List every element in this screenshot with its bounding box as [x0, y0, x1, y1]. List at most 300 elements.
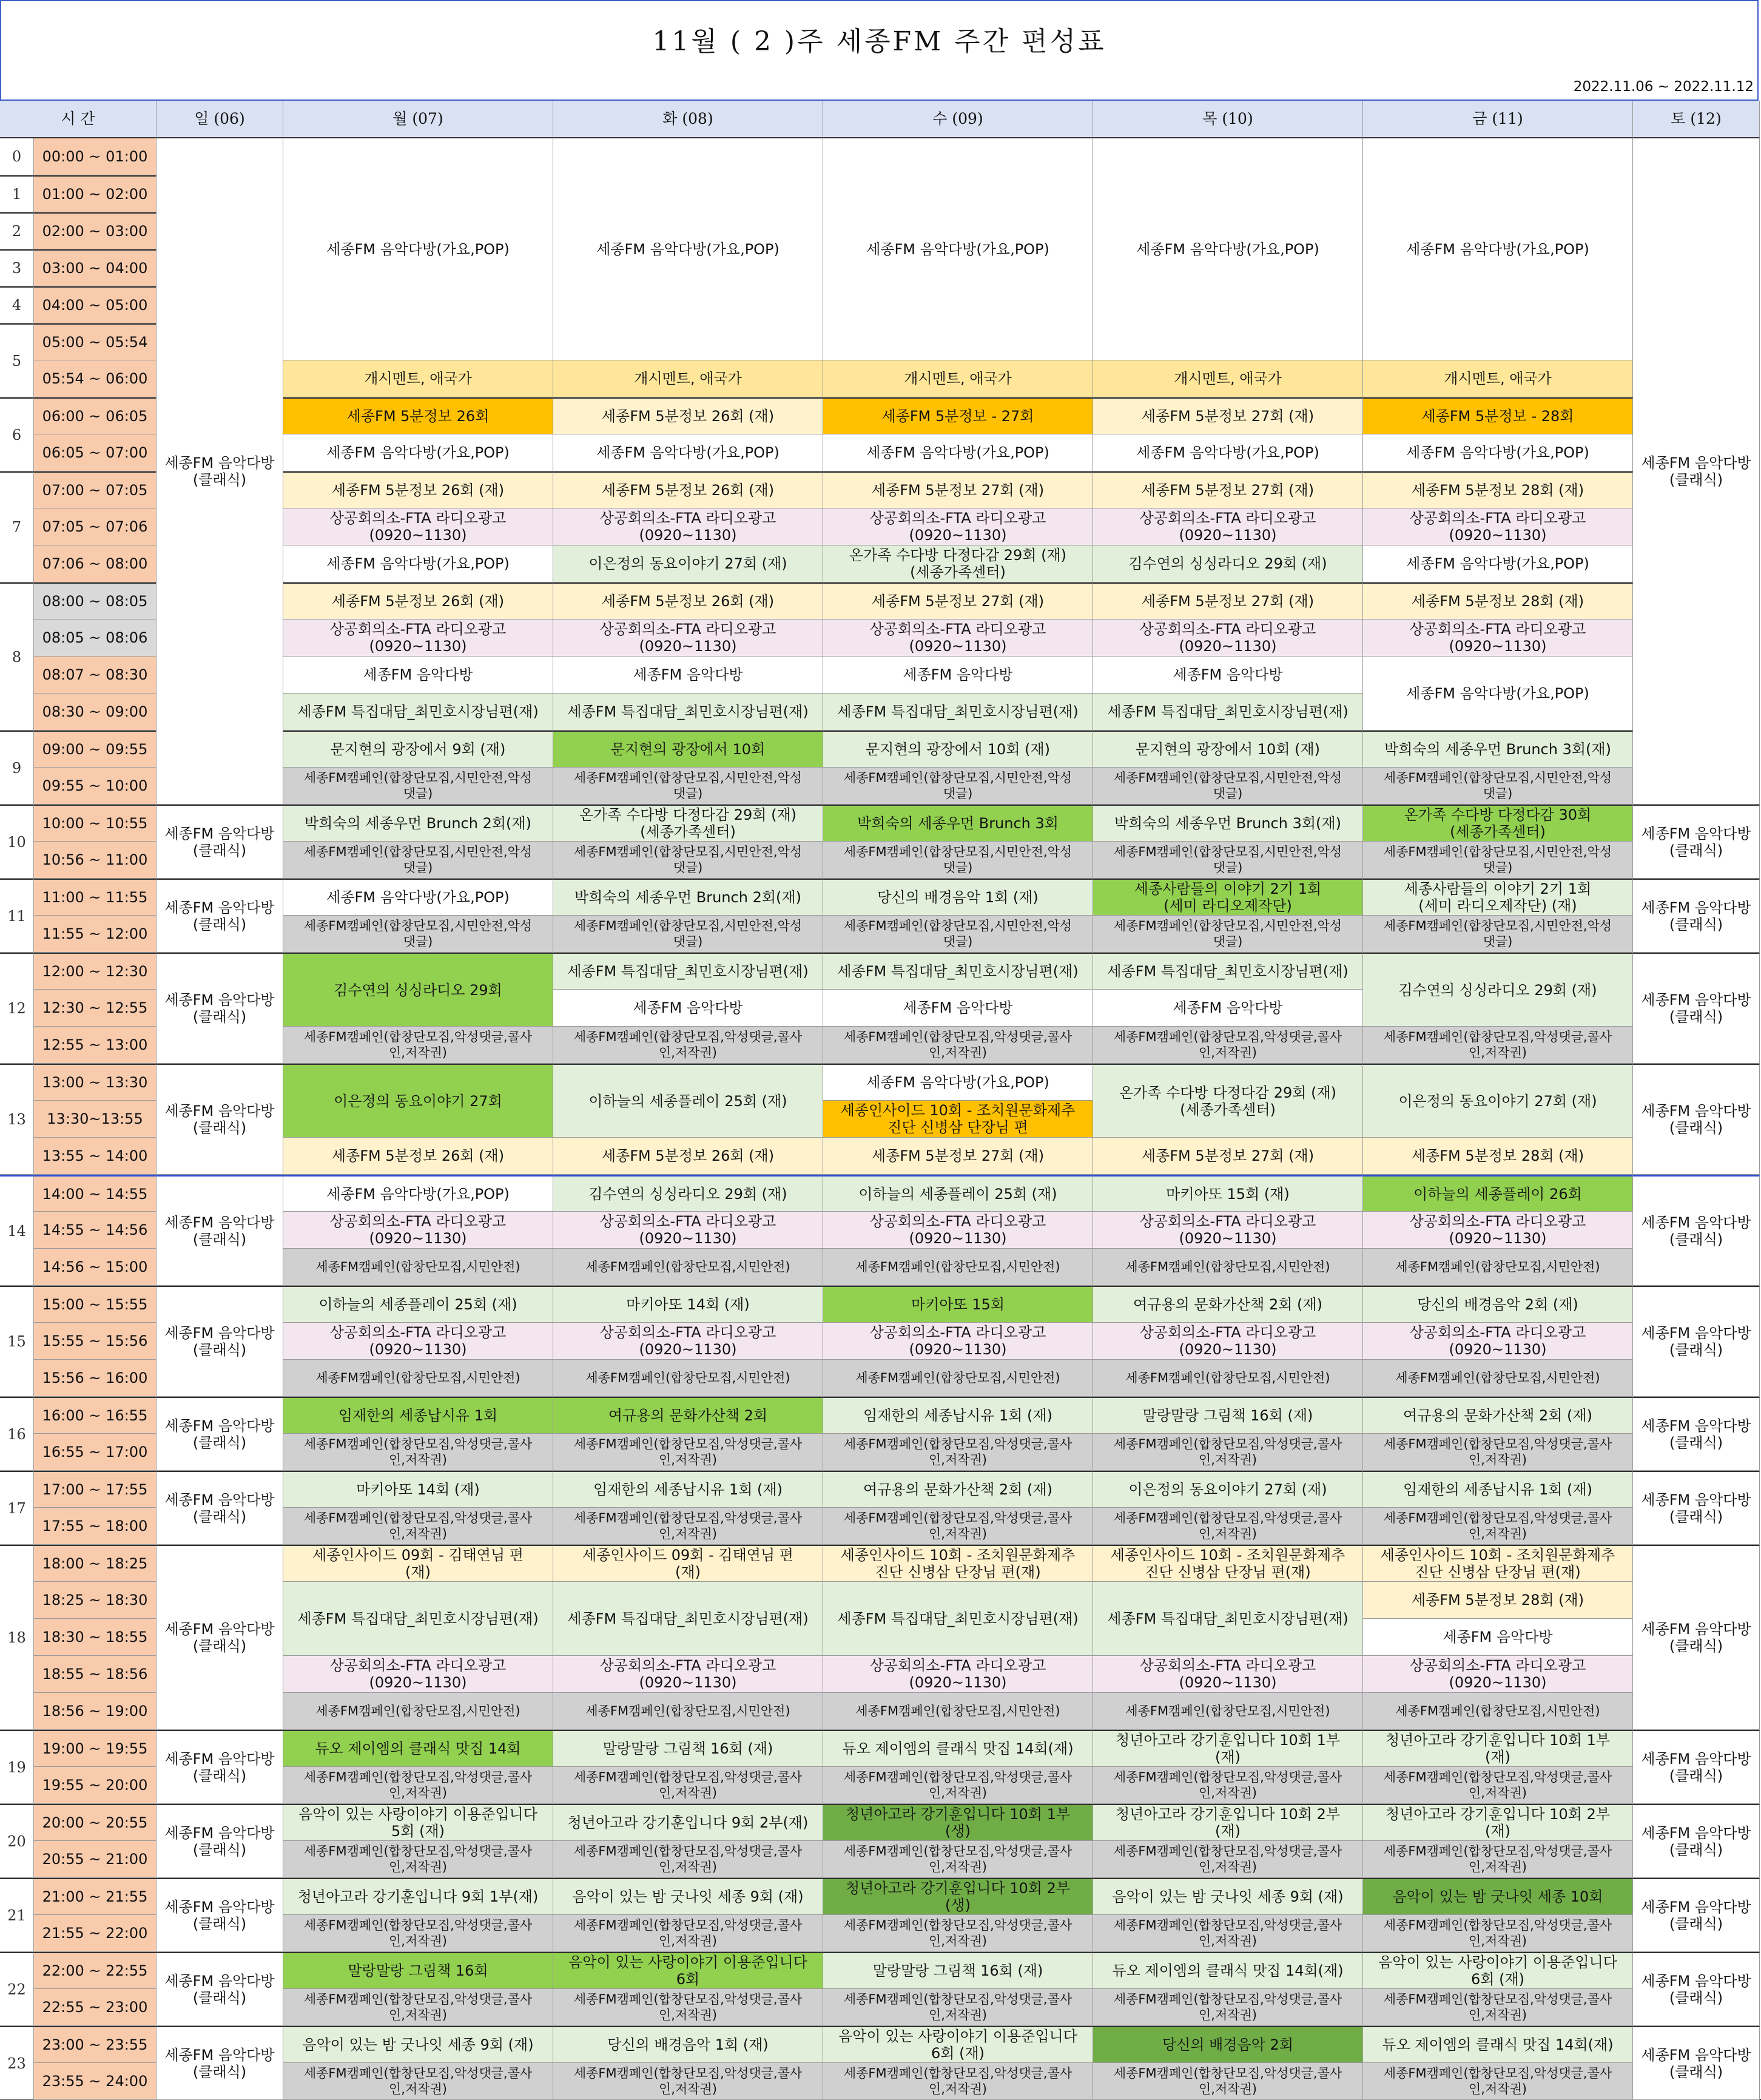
program-cell[interactable]: 세종FM캠페인(합창단모집,시민안전) [1363, 1693, 1633, 1730]
weekend-program[interactable]: 세종FM 음악다방 (클래식) [157, 953, 283, 1064]
program-cell[interactable]: 세종FM캠페인(합창단모집,시민안전) [823, 1249, 1093, 1286]
program-cell[interactable]: 세종인사이드 09회 - 김태연님 편 (재) [553, 1545, 823, 1582]
program-cell[interactable]: 세종FM 음악다방(가요,POP) [1363, 138, 1633, 360]
weekend-program[interactable]: 세종FM 음악다방 (클래식) [157, 879, 283, 953]
program-cell[interactable]: 세종FM캠페인(합창단모집,악성댓글,콜사 인,저작권) [553, 1841, 823, 1878]
program-cell[interactable]: 세종FM캠페인(합창단모집,악성댓글,콜사 인,저작권) [553, 1027, 823, 1064]
program-cell[interactable]: 상공회의소-FTA 라디오광고 (0920~1130) [553, 1323, 823, 1360]
time-slot: 13:30~13:55 [34, 1101, 157, 1138]
program-cell[interactable]: 세종FM 특집대담_최민호시장님편(재) [823, 953, 1093, 990]
program-cell[interactable]: 세종FM 음악다방 [553, 657, 823, 694]
program-cell[interactable]: 세종FM캠페인(합창단모집,시민안전) [1093, 1360, 1363, 1397]
program-cell[interactable]: 세종FM 5분정보 27회 (재) [823, 471, 1093, 508]
program-cell[interactable]: 상공회의소-FTA 라디오광고 (0920~1130) [1093, 1656, 1363, 1693]
program-cell[interactable]: 세종FM 음악다방(가요,POP) [283, 434, 553, 471]
program-cell[interactable]: 김수연의 싱싱라디오 29회 (재) [1363, 953, 1633, 1027]
program-cell[interactable]: 세종FM캠페인(합창단모집,악성댓글,콜사 인,저작권) [1363, 1508, 1633, 1545]
program-cell[interactable]: 세종인사이드 10회 - 조치원문화제추 진단 신병삼 단장님 편(재) [1363, 1545, 1633, 1582]
program-cell[interactable]: 세종FM 음악다방 [283, 657, 553, 694]
program-cell[interactable]: 이하늘의 세종플레이 25회 (재) [283, 1286, 553, 1323]
program-cell[interactable]: 세종사람들의 이야기 2기 1회 (세미 라디오제작단) (재) [1363, 879, 1633, 916]
weekend-program[interactable]: 세종FM 음악다방 (클래식) [1633, 879, 1760, 953]
program-cell[interactable]: 세종FM캠페인(합창단모집,악성댓글,콜사 인,저작권) [553, 2063, 823, 2100]
program-cell[interactable]: 상공회의소-FTA 라디오광고 (0920~1130) [1363, 1656, 1633, 1693]
program-cell[interactable]: 세종FM 음악다방(가요,POP) [283, 1175, 553, 1212]
program-cell[interactable]: 세종FM캠페인(합창단모집,악성댓글,콜사 인,저작권) [283, 1989, 553, 2026]
program-cell[interactable]: 이은정의 동요이야기 27회 (재) [553, 545, 823, 582]
program-cell[interactable]: 상공회의소-FTA 라디오광고 (0920~1130) [823, 1323, 1093, 1360]
program-cell[interactable]: 세종FM캠페인(합창단모집,시민안전,악성 댓글) [283, 768, 553, 805]
program-cell[interactable]: 상공회의소-FTA 라디오광고 (0920~1130) [1093, 620, 1363, 657]
program-cell[interactable]: 세종FM 음악다방 [1093, 657, 1363, 694]
weekend-program[interactable]: 세종FM 음악다방 (클래식) [1633, 138, 1760, 805]
program-cell[interactable]: 상공회의소-FTA 라디오광고 (0920~1130) [283, 1656, 553, 1693]
program-cell[interactable]: 청년아고라 강기훈입니다 10회 1부 (재) [1363, 1730, 1633, 1767]
program-cell[interactable]: 세종FM캠페인(합창단모집,시민안전) [283, 1693, 553, 1730]
hour-label: 16 [0, 1397, 34, 1471]
program-cell[interactable]: 세종FM캠페인(합창단모집,악성댓글,콜사 인,저작권) [553, 1434, 823, 1471]
program-cell[interactable]: 마키아또 15회 (재) [1093, 1175, 1363, 1212]
header-time: 시 간 [0, 101, 157, 138]
program-cell[interactable]: 청년아고라 강기훈입니다 9회 1부(재) [283, 1878, 553, 1915]
program-cell[interactable]: 세종FM캠페인(합창단모집,시민안전) [823, 1693, 1093, 1730]
program-cell[interactable]: 세종FM캠페인(합창단모집,시민안전,악성 댓글) [823, 768, 1093, 805]
program-cell[interactable]: 상공회의소-FTA 라디오광고 (0920~1130) [1363, 620, 1633, 657]
program-cell[interactable]: 세종FM 음악다방(가요,POP) [283, 138, 553, 360]
program-cell[interactable]: 상공회의소-FTA 라디오광고 (0920~1130) [1363, 508, 1633, 545]
program-cell[interactable]: 세종FM 5분정보 27회 (재) [1093, 397, 1363, 434]
program-cell[interactable]: 세종FM캠페인(합창단모집,악성댓글,콜사 인,저작권) [283, 2063, 553, 2100]
program-cell[interactable]: 세종FM 음악다방(가요,POP) [553, 138, 823, 360]
program-cell[interactable]: 세종FM 음악다방 [823, 657, 1093, 694]
weekend-program[interactable]: 세종FM 음악다방 (클래식) [1633, 1175, 1760, 1286]
program-cell[interactable]: 상공회의소-FTA 라디오광고 (0920~1130) [823, 1656, 1093, 1693]
program-cell[interactable]: 듀오 제이엠의 클래식 맛집 14회(재) [1363, 2026, 1633, 2063]
hour-label: 13 [0, 1064, 34, 1175]
program-cell[interactable]: 세종FM캠페인(합창단모집,악성댓글,콜사 인,저작권) [553, 1989, 823, 2026]
weekend-program[interactable]: 세종FM 음악다방 (클래식) [1633, 2026, 1760, 2100]
time-slot: 06:00 ~ 06:05 [34, 397, 157, 434]
weekend-program[interactable]: 세종FM 음악다방 (클래식) [157, 1952, 283, 2026]
weekend-program[interactable]: 세종FM 음악다방 (클래식) [157, 1397, 283, 1471]
program-cell[interactable]: 세종FM캠페인(합창단모집,시민안전,악성 댓글) [553, 768, 823, 805]
program-cell[interactable]: 말랑말랑 그림책 16회 (재) [1093, 1397, 1363, 1434]
weekend-program[interactable]: 세종FM 음악다방 (클래식) [1633, 1952, 1760, 2026]
program-cell[interactable]: 상공회의소-FTA 라디오광고 (0920~1130) [283, 1323, 553, 1360]
time-slot: 22:55 ~ 23:00 [34, 1989, 157, 2026]
program-cell[interactable]: 세종FM 5분정보 26회 (재) [283, 471, 553, 508]
program-cell[interactable]: 박희숙의 세종우먼 Brunch 2회(재) [553, 879, 823, 916]
hour-label: 4 [0, 286, 34, 323]
time-slot: 15:00 ~ 15:55 [34, 1286, 157, 1323]
program-cell[interactable]: 상공회의소-FTA 라디오광고 (0920~1130) [553, 1656, 823, 1693]
program-cell[interactable]: 세종FM 5분정보 28회 (재) [1363, 582, 1633, 620]
program-cell[interactable]: 세종FM 음악다방(가요,POP) [823, 1064, 1093, 1101]
hour-label: 15 [0, 1286, 34, 1397]
hour-label: 1 [0, 175, 34, 212]
hour-label: 18 [0, 1545, 34, 1730]
weekend-program[interactable]: 세종FM 음악다방 (클래식) [1633, 1064, 1760, 1175]
program-cell[interactable]: 청년아고라 강기훈입니다 10회 2부 (재) [1363, 1804, 1633, 1841]
program-cell[interactable]: 세종FM 특집대담_최민호시장님편(재) [283, 694, 553, 731]
program-cell[interactable]: 상공회의소-FTA 라디오광고 (0920~1130) [553, 508, 823, 545]
weekend-program[interactable]: 세종FM 음악다방 (클래식) [1633, 1730, 1760, 1804]
weekend-program[interactable]: 세종FM 음악다방 (클래식) [1633, 1397, 1760, 1471]
program-cell[interactable]: 이은정의 동요이야기 27회 (재) [1093, 1471, 1363, 1508]
program-cell[interactable]: 세종FM캠페인(합창단모집,악성댓글,콜사 인,저작권) [823, 1434, 1093, 1471]
time-slot: 11:55 ~ 12:00 [34, 916, 157, 953]
program-cell[interactable]: 세종FM캠페인(합창단모집,악성댓글,콜사 인,저작권) [823, 1027, 1093, 1064]
program-cell[interactable]: 세종FM 5분정보 27회 (재) [1093, 471, 1363, 508]
hour-label: 6 [0, 397, 34, 471]
program-cell[interactable]: 청년아고라 강기훈입니다 10회 2부 (생) [823, 1878, 1093, 1915]
program-cell[interactable]: 이하늘의 세종플레이 26회 [1363, 1175, 1633, 1212]
time-slot: 08:05 ~ 08:06 [34, 620, 157, 657]
program-cell[interactable]: 문지현의 광장에서 10회 (재) [823, 731, 1093, 768]
program-cell[interactable]: 세종FM 특집대담_최민호시장님편(재) [1093, 1582, 1363, 1656]
program-cell[interactable]: 세종FM캠페인(합창단모집,시민안전,악성 댓글) [1093, 916, 1363, 953]
program-cell[interactable]: 음악이 있는 사랑이야기 이용준입니다 5회 (재) [283, 1804, 553, 1841]
program-cell[interactable]: 온가족 수다방 다정다감 29회 (재) (세종가족센터) [823, 545, 1093, 582]
time-slot: 07:06 ~ 08:00 [34, 545, 157, 582]
program-cell[interactable]: 세종FM 특집대담_최민호시장님편(재) [553, 953, 823, 990]
time-slot: 19:00 ~ 19:55 [34, 1730, 157, 1767]
program-cell[interactable]: 말랑말랑 그림책 16회 [283, 1952, 553, 1989]
program-cell[interactable]: 세종FM 특집대담_최민호시장님편(재) [823, 1582, 1093, 1656]
program-cell[interactable]: 세종FM 음악다방(가요,POP) [553, 434, 823, 471]
schedule-grid [0, 101, 1761, 2100]
program-cell[interactable]: 온가족 수다방 다정다감 29회 (재) (세종가족센터) [1093, 1064, 1363, 1138]
weekend-program[interactable]: 세종FM 음악다방 (클래식) [157, 138, 283, 805]
program-cell[interactable]: 당신의 배경음악 2회 (재) [1363, 1286, 1633, 1323]
program-cell[interactable]: 임재한의 세종납시유 1회 (재) [553, 1471, 823, 1508]
program-cell[interactable]: 말랑말랑 그림책 16회 (재) [823, 1952, 1093, 1989]
program-cell[interactable]: 세종FM캠페인(합창단모집,시민안전,악성 댓글) [1093, 842, 1363, 879]
program-cell[interactable]: 세종FM캠페인(합창단모집,시민안전,악성 댓글) [1093, 768, 1363, 805]
program-cell[interactable]: 세종FM 음악다방 [823, 990, 1093, 1027]
program-cell[interactable]: 세종FM 음악다방(가요,POP) [1093, 434, 1363, 471]
weekend-program[interactable]: 세종FM 음악다방 (클래식) [157, 805, 283, 879]
weekend-program[interactable]: 세종FM 음악다방 (클래식) [157, 2026, 283, 2100]
program-cell[interactable]: 세종FM캠페인(합창단모집,악성댓글,콜사 인,저작권) [823, 1508, 1093, 1545]
program-cell[interactable]: 상공회의소-FTA 라디오광고 (0920~1130) [283, 508, 553, 545]
program-cell[interactable]: 세종인사이드 10회 - 조치원문화제추 진단 신병삼 단장님 편 [823, 1101, 1093, 1138]
program-cell[interactable]: 세종FM캠페인(합창단모집,시민안전,악성 댓글) [1363, 842, 1633, 879]
program-cell[interactable]: 세종FM캠페인(합창단모집,시민안전,악성 댓글) [823, 916, 1093, 953]
program-cell[interactable]: 세종FM 음악다방(가요,POP) [1363, 545, 1633, 582]
program-cell[interactable]: 여규용의 문화가산책 2회 (재) [1093, 1286, 1363, 1323]
program-cell[interactable]: 세종인사이드 09회 - 김태연님 편 (재) [283, 1545, 553, 1582]
program-cell[interactable]: 세종FM캠페인(합창단모집,악성댓글,콜사 인,저작권) [283, 1434, 553, 1471]
weekend-program[interactable]: 세종FM 음악다방 (클래식) [157, 1064, 283, 1175]
program-cell[interactable]: 세종FM 특집대담_최민호시장님편(재) [1093, 694, 1363, 731]
program-cell[interactable]: 세종FM캠페인(합창단모집,악성댓글,콜사 인,저작권) [1363, 1434, 1633, 1471]
time-slot: 14:56 ~ 15:00 [34, 1249, 157, 1286]
weekend-program[interactable]: 세종FM 음악다방 (클래식) [157, 1286, 283, 1397]
program-cell[interactable]: 세종FM 음악다방(가요,POP) [283, 545, 553, 582]
program-cell[interactable]: 세종인사이드 10회 - 조치원문화제추 진단 신병삼 단장님 편(재) [823, 1545, 1093, 1582]
program-cell[interactable]: 세종FM캠페인(합창단모집,악성댓글,콜사 인,저작권) [823, 2063, 1093, 2100]
weekend-program[interactable]: 세종FM 음악다방 (클래식) [157, 1730, 283, 1804]
weekend-program[interactable]: 세종FM 음악다방 (클래식) [1633, 1471, 1760, 1545]
time-slot: 11:00 ~ 11:55 [34, 879, 157, 916]
weekend-program[interactable]: 세종FM 음악다방 (클래식) [157, 1175, 283, 1286]
program-cell[interactable]: 세종FM캠페인(합창단모집,악성댓글,콜사 인,저작권) [1093, 1767, 1363, 1804]
weekend-program[interactable]: 세종FM 음악다방 (클래식) [1633, 1545, 1760, 1730]
time-slot: 20:55 ~ 21:00 [34, 1841, 157, 1878]
program-cell[interactable]: 개시멘트, 애국가 [283, 360, 553, 397]
program-cell[interactable]: 세종FM캠페인(합창단모집,시민안전) [283, 1360, 553, 1397]
program-cell[interactable]: 상공회의소-FTA 라디오광고 (0920~1130) [1363, 1323, 1633, 1360]
time-slot: 14:00 ~ 14:55 [34, 1175, 157, 1212]
program-cell[interactable]: 세종사람들의 이야기 2기 1회 (세미 라디오제작단) [1093, 879, 1363, 916]
program-cell[interactable]: 세종FM캠페인(합창단모집,악성댓글,콜사 인,저작권) [283, 1767, 553, 1804]
weekend-program[interactable]: 세종FM 음악다방 (클래식) [1633, 1286, 1760, 1397]
program-cell[interactable]: 음악이 있는 밤 굿나잇 세종 10회 [1363, 1878, 1633, 1915]
program-cell[interactable]: 세종FM캠페인(합창단모집,악성댓글,콜사 인,저작권) [553, 1508, 823, 1545]
program-cell[interactable]: 세종FM캠페인(합창단모집,악성댓글,콜사 인,저작권) [823, 1841, 1093, 1878]
program-cell[interactable]: 개시멘트, 애국가 [823, 360, 1093, 397]
header-day: 화 (08) [553, 101, 823, 138]
program-cell[interactable]: 음악이 있는 사랑이야기 이용준입니다 6회 (재) [823, 2026, 1093, 2063]
program-cell[interactable]: 세종FM캠페인(합창단모집,시민안전,악성 댓글) [283, 842, 553, 879]
program-cell[interactable]: 세종FM캠페인(합창단모집,악성댓글,콜사 인,저작권) [553, 1767, 823, 1804]
header-day: 토 (12) [1633, 101, 1760, 138]
program-cell[interactable]: 온가족 수다방 다정다감 30회 (세종가족센터) [1363, 805, 1633, 842]
program-cell[interactable]: 세종FM 음악다방 [1363, 1619, 1633, 1656]
time-slot: 12:55 ~ 13:00 [34, 1027, 157, 1064]
program-cell[interactable]: 세종FM캠페인(합창단모집,악성댓글,콜사 인,저작권) [1363, 1989, 1633, 2026]
program-cell[interactable]: 세종FM캠페인(합창단모집,시민안전,악성 댓글) [553, 842, 823, 879]
program-cell[interactable]: 세종FM캠페인(합창단모집,악성댓글,콜사 인,저작권) [283, 1841, 553, 1878]
time-slot: 12:30 ~ 12:55 [34, 990, 157, 1027]
program-cell[interactable]: 임재한의 세종납시유 1회 (재) [823, 1397, 1093, 1434]
program-cell[interactable]: 당신의 배경음악 1회 (재) [823, 879, 1093, 916]
program-cell[interactable]: 개시멘트, 애국가 [553, 360, 823, 397]
program-cell[interactable]: 청년아고라 강기훈입니다 10회 2부 (재) [1093, 1804, 1363, 1841]
program-cell[interactable]: 세종FM캠페인(합창단모집,악성댓글,콜사 인,저작권) [1093, 2063, 1363, 2100]
program-cell[interactable]: 세종FM캠페인(합창단모집,악성댓글,콜사 인,저작권) [823, 1989, 1093, 2026]
program-cell[interactable]: 세종FM캠페인(합창단모집,시민안전,악성 댓글) [1363, 768, 1633, 805]
program-cell[interactable]: 세종FM 5분정보 26회 (재) [283, 582, 553, 620]
program-cell[interactable]: 세종FM 5분정보 28회 (재) [1363, 1138, 1633, 1175]
program-cell[interactable]: 세종FM캠페인(합창단모집,악성댓글,콜사 인,저작권) [1363, 1027, 1633, 1064]
program-cell[interactable]: 세종FM캠페인(합창단모집,악성댓글,콜사 인,저작권) [1093, 1915, 1363, 1952]
program-cell[interactable]: 상공회의소-FTA 라디오광고 (0920~1130) [823, 1212, 1093, 1249]
weekend-program[interactable]: 세종FM 음악다방 (클래식) [157, 1545, 283, 1730]
program-cell[interactable]: 당신의 배경음악 1회 (재) [553, 2026, 823, 2063]
time-slot: 10:56 ~ 11:00 [34, 842, 157, 879]
program-cell[interactable]: 김수연의 싱싱라디오 29회 [283, 953, 553, 1027]
program-cell[interactable]: 세종인사이드 10회 - 조치원문화제추 진단 신병삼 단장님 편(재) [1093, 1545, 1363, 1582]
program-cell[interactable]: 세종FM 5분정보 - 27회 [823, 397, 1093, 434]
program-cell[interactable]: 상공회의소-FTA 라디오광고 (0920~1130) [823, 508, 1093, 545]
program-cell[interactable]: 세종FM 5분정보 28회 (재) [1363, 1582, 1633, 1619]
program-cell[interactable]: 여규용의 문화가산책 2회 (재) [1363, 1397, 1633, 1434]
program-cell[interactable]: 이은정의 동요이야기 27회 [283, 1064, 553, 1138]
program-cell[interactable]: 청년아고라 강기훈입니다 9회 2부(재) [553, 1804, 823, 1841]
program-cell[interactable]: 세종FM 음악다방(가요,POP) [1363, 657, 1633, 731]
program-cell[interactable]: 세종FM캠페인(합창단모집,악성댓글,콜사 인,저작권) [1363, 1915, 1633, 1952]
program-cell[interactable]: 세종FM캠페인(합창단모집,악성댓글,콜사 인,저작권) [283, 1027, 553, 1064]
program-cell[interactable]: 세종FM 5분정보 27회 (재) [823, 1138, 1093, 1175]
program-cell[interactable]: 세종FM 5분정보 26회 (재) [283, 1138, 553, 1175]
program-cell[interactable]: 세종FM 음악다방(가요,POP) [1363, 434, 1633, 471]
program-cell[interactable]: 세종FM 음악다방(가요,POP) [823, 434, 1093, 471]
program-cell[interactable]: 세종FM캠페인(합창단모집,시민안전) [553, 1249, 823, 1286]
program-cell[interactable]: 세종FM캠페인(합창단모집,악성댓글,콜사 인,저작권) [823, 1767, 1093, 1804]
time-slot: 00:00 ~ 01:00 [34, 138, 157, 175]
program-cell[interactable]: 상공회의소-FTA 라디오광고 (0920~1130) [1363, 1212, 1633, 1249]
hour-label: 20 [0, 1804, 34, 1878]
program-cell[interactable]: 세종FM 5분정보 27회 (재) [823, 582, 1093, 620]
weekend-program[interactable]: 세종FM 음악다방 (클래식) [1633, 1804, 1760, 1878]
program-cell[interactable]: 세종FM캠페인(합창단모집,악성댓글,콜사 인,저작권) [1363, 1767, 1633, 1804]
weekend-program[interactable]: 세종FM 음악다방 (클래식) [1633, 953, 1760, 1064]
time-slot: 08:07 ~ 08:30 [34, 657, 157, 694]
program-cell[interactable]: 상공회의소-FTA 라디오광고 (0920~1130) [823, 620, 1093, 657]
program-cell[interactable]: 상공회의소-FTA 라디오광고 (0920~1130) [1093, 508, 1363, 545]
program-cell[interactable]: 음악이 있는 사랑이야기 이용준입니다 6회 (재) [1363, 1952, 1633, 1989]
program-cell[interactable]: 세종FM캠페인(합창단모집,악성댓글,콜사 인,저작권) [823, 1915, 1093, 1952]
program-cell[interactable]: 세종FM캠페인(합창단모집,악성댓글,콜사 인,저작권) [1093, 1434, 1363, 1471]
program-cell[interactable]: 김수연의 싱싱라디오 29회 (재) [553, 1175, 823, 1212]
program-cell[interactable]: 세종FM캠페인(합창단모집,시민안전) [553, 1693, 823, 1730]
program-cell[interactable]: 세종FM캠페인(합창단모집,악성댓글,콜사 인,저작권) [1363, 2063, 1633, 2100]
time-slot: 19:55 ~ 20:00 [34, 1767, 157, 1804]
program-cell[interactable]: 세종FM캠페인(합창단모집,시민안전) [823, 1360, 1093, 1397]
time-slot: 23:55 ~ 24:00 [34, 2063, 157, 2100]
program-cell[interactable]: 음악이 있는 밤 굿나잇 세종 9회 (재) [283, 2026, 553, 2063]
program-cell[interactable]: 상공회의소-FTA 라디오광고 (0920~1130) [553, 620, 823, 657]
program-cell[interactable]: 여규용의 문화가산책 2회 (재) [823, 1471, 1093, 1508]
hour-label: 12 [0, 953, 34, 1064]
program-cell[interactable]: 세종FM캠페인(합창단모집,시민안전) [1363, 1360, 1633, 1397]
program-cell[interactable]: 세종FM캠페인(합창단모집,시민안전) [1093, 1693, 1363, 1730]
program-cell[interactable]: 박희숙의 세종우먼 Brunch 3회(재) [1093, 805, 1363, 842]
program-cell[interactable]: 세종FM 5분정보 26회 (재) [553, 582, 823, 620]
weekend-program[interactable]: 세종FM 음악다방 (클래식) [1633, 1878, 1760, 1952]
weekend-program[interactable]: 세종FM 음악다방 (클래식) [157, 1471, 283, 1545]
program-cell[interactable]: 세종FM 5분정보 27회 (재) [1093, 1138, 1363, 1175]
program-cell[interactable]: 김수연의 싱싱라디오 29회 (재) [1093, 545, 1363, 582]
program-cell[interactable]: 상공회의소-FTA 라디오광고 (0920~1130) [283, 620, 553, 657]
hour-label: 9 [0, 731, 34, 805]
program-cell[interactable]: 세종FM캠페인(합창단모집,시민안전,악성 댓글) [283, 916, 553, 953]
program-cell[interactable]: 세종FM캠페인(합창단모집,악성댓글,콜사 인,저작권) [553, 1915, 823, 1952]
program-cell[interactable]: 마키아또 15회 [823, 1286, 1093, 1323]
program-cell[interactable]: 듀오 제이엠의 클래식 맛집 14회 [283, 1730, 553, 1767]
program-cell[interactable]: 세종FM캠페인(합창단모집,악성댓글,콜사 인,저작권) [1093, 1841, 1363, 1878]
program-cell[interactable]: 세종FM캠페인(합창단모집,시민안전) [283, 1249, 553, 1286]
program-cell[interactable]: 세종FM 특집대담_최민호시장님편(재) [1093, 953, 1363, 990]
program-cell[interactable]: 듀오 제이엠의 클래식 맛집 14회(재) [823, 1730, 1093, 1767]
program-cell[interactable]: 이은정의 동요이야기 27회 (재) [1363, 1064, 1633, 1138]
program-cell[interactable]: 음악이 있는 밤 굿나잇 세종 9회 (재) [1093, 1878, 1363, 1915]
program-cell[interactable]: 듀오 제이엠의 클래식 맛집 14회(재) [1093, 1952, 1363, 1989]
program-cell[interactable]: 마키아또 14회 (재) [553, 1286, 823, 1323]
program-cell[interactable]: 세종FM 특집대담_최민호시장님편(재) [823, 694, 1093, 731]
program-cell[interactable]: 개시멘트, 애국가 [1093, 360, 1363, 397]
program-cell[interactable]: 세종FM캠페인(합창단모집,악성댓글,콜사 인,저작권) [1363, 1841, 1633, 1878]
program-cell[interactable]: 개시멘트, 애국가 [1363, 360, 1633, 397]
program-cell[interactable]: 박희숙의 세종우먼 Brunch 3회 [823, 805, 1093, 842]
weekend-program[interactable]: 세종FM 음악다방 (클래식) [157, 1878, 283, 1952]
program-cell[interactable]: 이하늘의 세종플레이 25회 (재) [823, 1175, 1093, 1212]
program-cell[interactable]: 청년아고라 강기훈입니다 10회 1부 (생) [823, 1804, 1093, 1841]
program-cell[interactable]: 온가족 수다방 다정다감 29회 (재) (세종가족센터) [553, 805, 823, 842]
program-cell[interactable]: 세종FM 5분정보 28회 (재) [1363, 471, 1633, 508]
program-cell[interactable]: 당신의 배경음악 2회 [1093, 2026, 1363, 2063]
program-cell[interactable]: 세종FM캠페인(합창단모집,시민안전,악성 댓글) [553, 916, 823, 953]
program-cell[interactable]: 상공회의소-FTA 라디오광고 (0920~1130) [553, 1212, 823, 1249]
program-cell[interactable]: 상공회의소-FTA 라디오광고 (0920~1130) [1093, 1212, 1363, 1249]
weekend-program[interactable]: 세종FM 음악다방 (클래식) [157, 1804, 283, 1878]
program-cell[interactable]: 세종FM 특집대담_최민호시장님편(재) [553, 1582, 823, 1656]
program-cell[interactable]: 상공회의소-FTA 라디오광고 (0920~1130) [1093, 1323, 1363, 1360]
hour-label: 17 [0, 1471, 34, 1545]
program-cell[interactable]: 여규용의 문화가산책 2회 [553, 1397, 823, 1434]
program-cell[interactable]: 세종FM 특집대담_최민호시장님편(재) [283, 1582, 553, 1656]
program-cell[interactable]: 음악이 있는 밤 굿나잇 세종 9회 (재) [553, 1878, 823, 1915]
program-cell[interactable]: 세종FM 음악다방(가요,POP) [283, 879, 553, 916]
program-cell[interactable]: 박희숙의 세종우먼 Brunch 2회(재) [283, 805, 553, 842]
program-cell[interactable]: 세종FM 음악다방(가요,POP) [823, 138, 1093, 360]
program-cell[interactable]: 상공회의소-FTA 라디오광고 (0920~1130) [283, 1212, 553, 1249]
time-slot: 18:56 ~ 19:00 [34, 1693, 157, 1730]
program-cell[interactable]: 세종FM캠페인(합창단모집,악성댓글,콜사 인,저작권) [1093, 1508, 1363, 1545]
program-cell[interactable]: 문지현의 광장에서 10회 (재) [1093, 731, 1363, 768]
program-cell[interactable]: 음악이 있는 사랑이야기 이용준입니다 6회 [553, 1952, 823, 1989]
program-cell[interactable]: 세종FM 음악다방(가요,POP) [1093, 138, 1363, 360]
weekend-program[interactable]: 세종FM 음악다방 (클래식) [1633, 805, 1760, 879]
program-cell[interactable]: 세종FM 5분정보 27회 (재) [1093, 582, 1363, 620]
hour-label: 11 [0, 879, 34, 953]
program-cell[interactable]: 말랑말랑 그림책 16회 (재) [553, 1730, 823, 1767]
program-cell[interactable]: 세종FM 5분정보 - 28회 [1363, 397, 1633, 434]
program-cell[interactable]: 세종FM캠페인(합창단모집,시민안전,악성 댓글) [1363, 916, 1633, 953]
program-cell[interactable]: 세종FM캠페인(합창단모집,악성댓글,콜사 인,저작권) [1093, 1989, 1363, 2026]
hour-label: 22 [0, 1952, 34, 2026]
program-cell[interactable]: 세종FM 음악다방 [553, 990, 823, 1027]
program-cell[interactable]: 세종FM캠페인(합창단모집,시민안전,악성 댓글) [823, 842, 1093, 879]
program-cell[interactable]: 세종FM 특집대담_최민호시장님편(재) [553, 694, 823, 731]
program-cell[interactable]: 세종FM 5분정보 26회 (재) [553, 1138, 823, 1175]
time-slot: 17:00 ~ 17:55 [34, 1471, 157, 1508]
program-cell[interactable]: 세종FM 5분정보 26회 (재) [553, 471, 823, 508]
program-cell[interactable]: 임재한의 세종납시유 1회 [283, 1397, 553, 1434]
program-cell[interactable]: 세종FM캠페인(합창단모집,악성댓글,콜사 인,저작권) [283, 1915, 553, 1952]
program-cell[interactable]: 문지현의 광장에서 9회 (재) [283, 731, 553, 768]
program-cell[interactable]: 세종FM 음악다방 [1093, 990, 1363, 1027]
program-cell[interactable]: 세종FM캠페인(합창단모집,시민안전) [1093, 1249, 1363, 1286]
program-cell[interactable]: 세종FM캠페인(합창단모집,악성댓글,콜사 인,저작권) [1093, 1027, 1363, 1064]
program-cell[interactable]: 임재한의 세종납시유 1회 (재) [1363, 1471, 1633, 1508]
hour-label: 3 [0, 249, 34, 286]
program-cell[interactable]: 세종FM 5분정보 26회 (재) [553, 397, 823, 434]
program-cell[interactable]: 세종FM캠페인(합창단모집,시민안전) [1363, 1249, 1633, 1286]
program-cell[interactable]: 청년아고라 강기훈입니다 10회 1부 (재) [1093, 1730, 1363, 1767]
program-cell[interactable]: 이하늘의 세종플레이 25회 (재) [553, 1064, 823, 1138]
program-cell[interactable]: 세종FM캠페인(합창단모집,시민안전) [553, 1360, 823, 1397]
program-cell[interactable]: 문지현의 광장에서 10회 [553, 731, 823, 768]
program-cell[interactable]: 박희숙의 세종우먼 Brunch 3회(재) [1363, 731, 1633, 768]
program-cell[interactable]: 세종FM 5분정보 26회 [283, 397, 553, 434]
page-title: 11월 ( 2 )주 세종FM 주간 편성표 [652, 26, 1106, 57]
time-slot: 16:00 ~ 16:55 [34, 1397, 157, 1434]
program-cell[interactable]: 세종FM캠페인(합창단모집,악성댓글,콜사 인,저작권) [283, 1508, 553, 1545]
program-cell[interactable]: 마키아또 14회 (재) [283, 1471, 553, 1508]
